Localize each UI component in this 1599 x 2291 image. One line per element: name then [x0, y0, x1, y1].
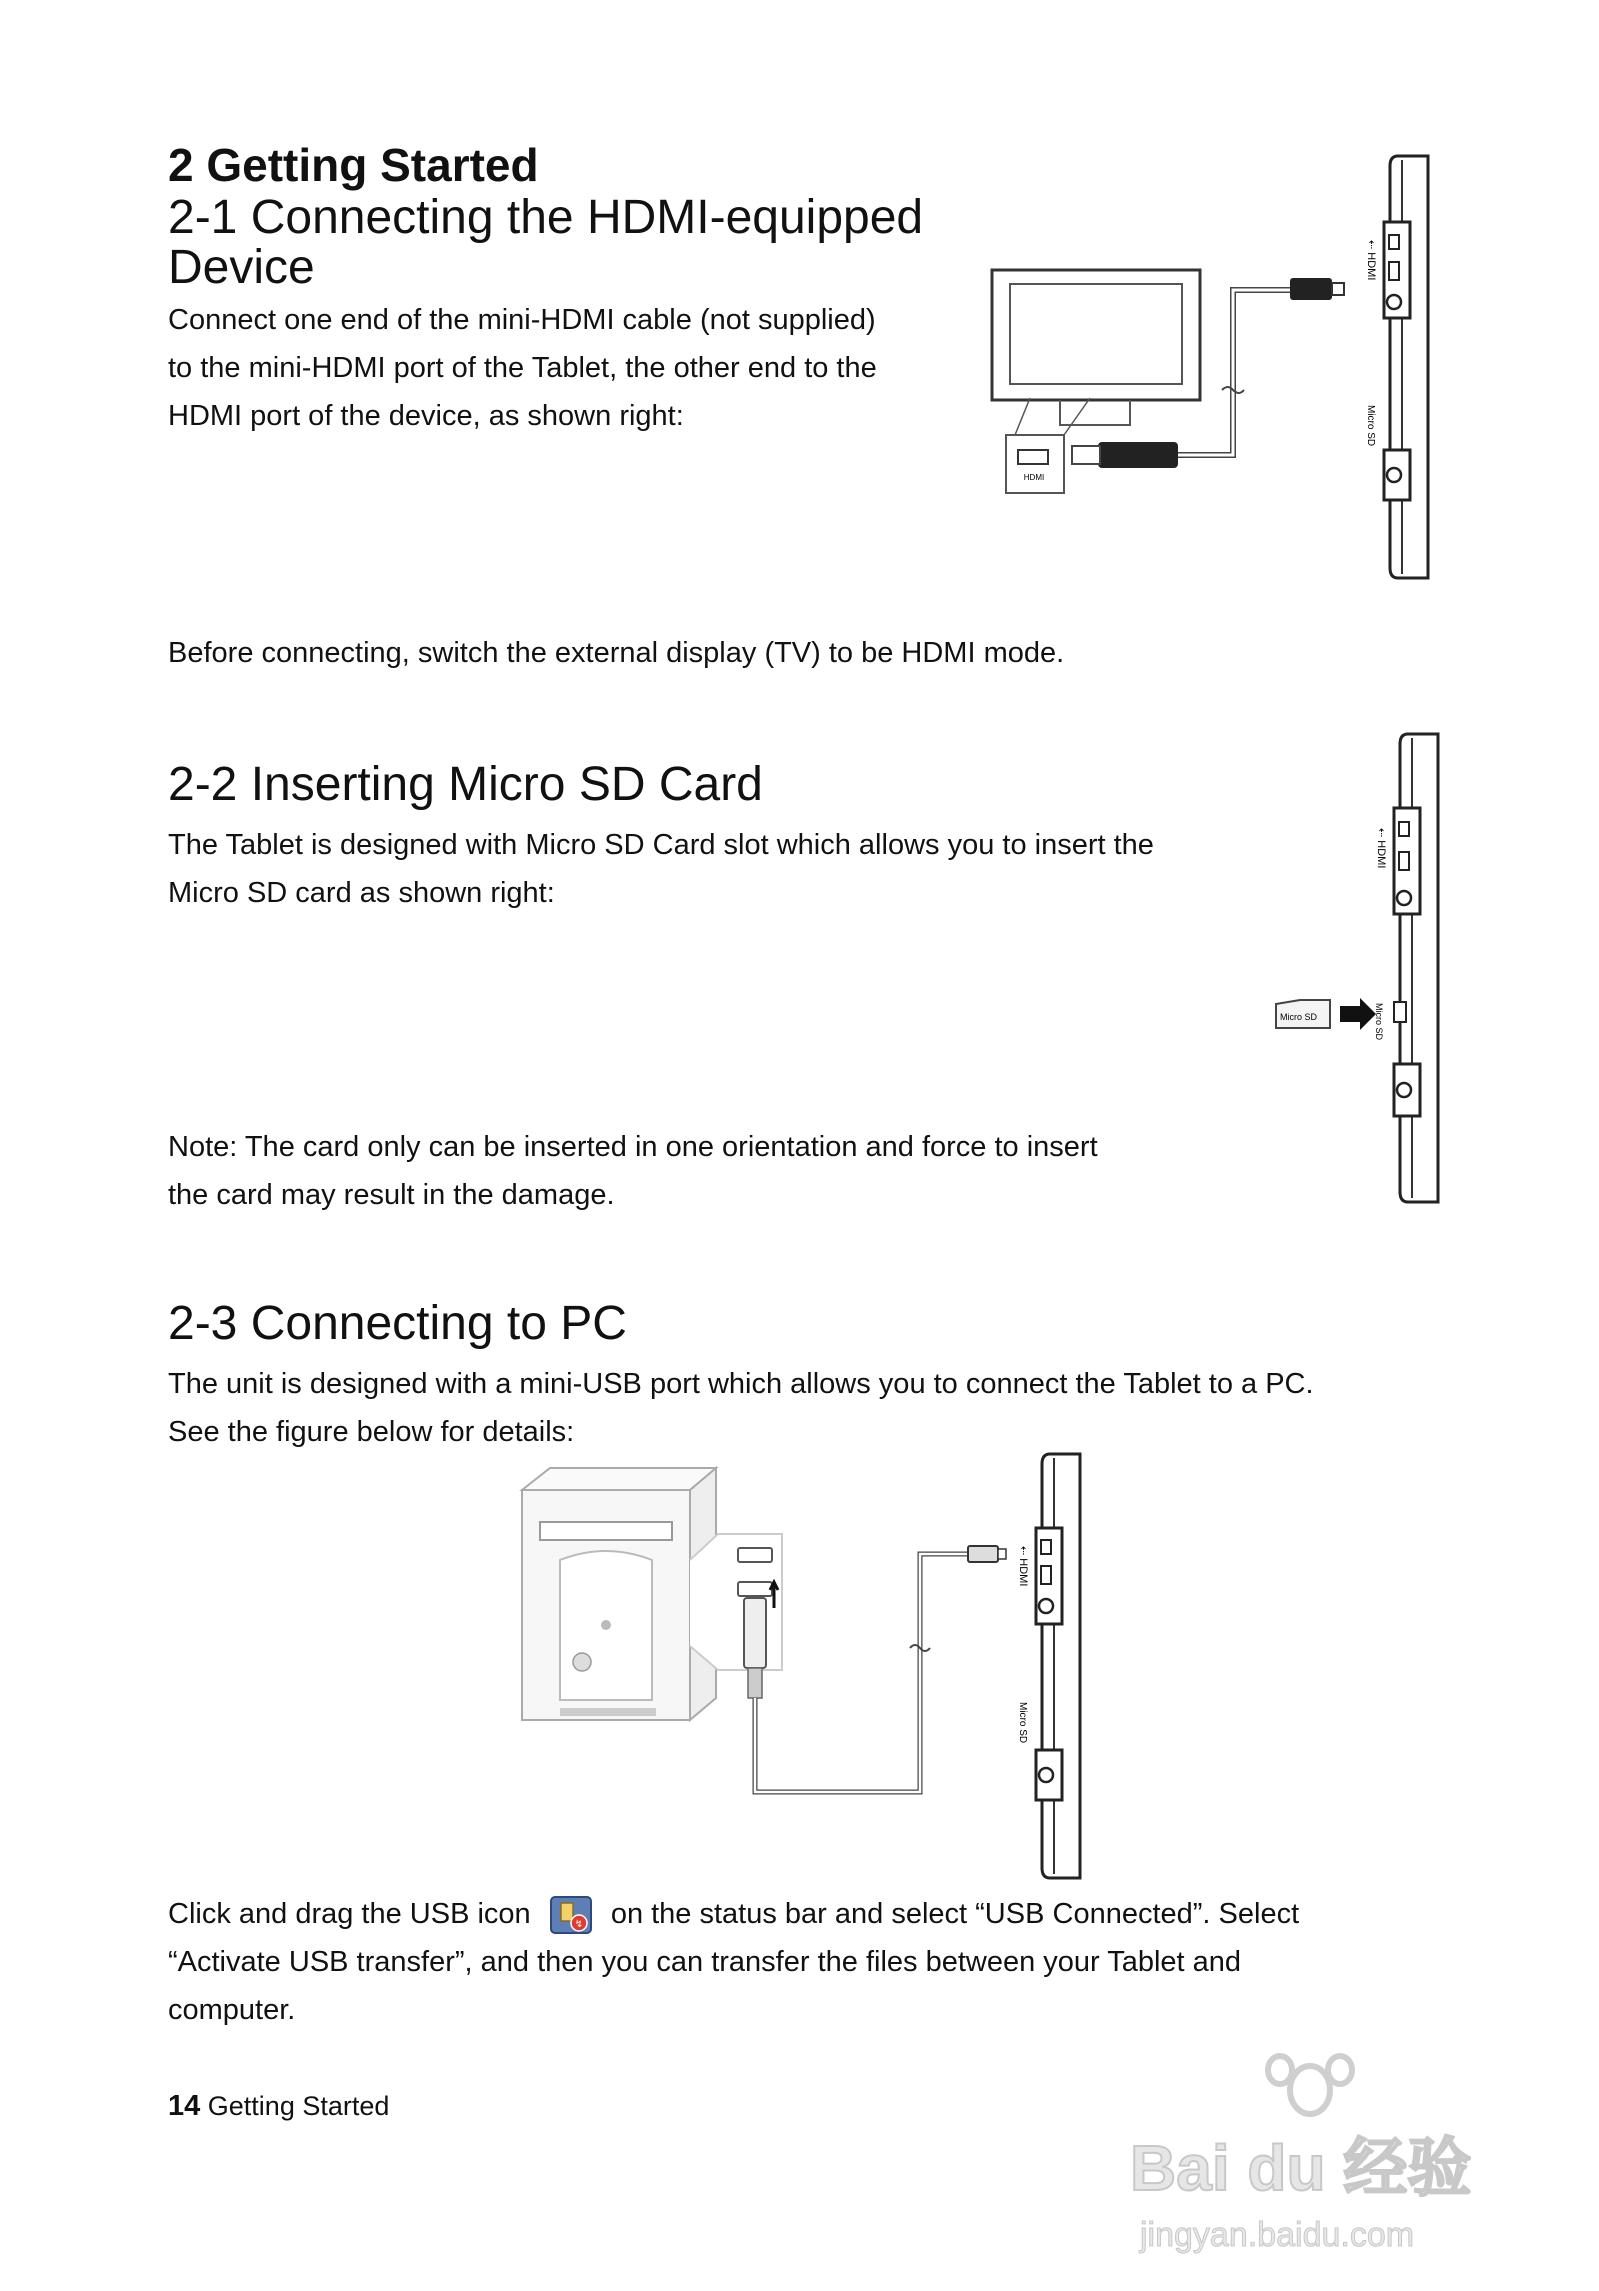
tablet-edge-icon [1042, 1454, 1080, 1878]
page-footer [168, 2090, 389, 2123]
baidu-watermark-logo [1120, 2040, 1500, 2260]
body-line: The Tablet is designed with Micro SD Card slot which allows you to insert the [168, 829, 1154, 861]
mini-hdmi-plug-icon [1290, 278, 1332, 300]
tablet-edge-icon [1390, 156, 1428, 578]
chapter-title: 2 Getting Started [168, 139, 539, 191]
section-hdmi-body [168, 296, 968, 440]
usb-plug-icon [744, 1598, 766, 1668]
svg-text:⇠ HDMI: ⇠ HDMI [1365, 240, 1377, 281]
pc-connection-figure [520, 1450, 1090, 1882]
insert-arrow-icon [1340, 998, 1376, 1030]
micro-sd-slot-label: Micro SD [1365, 405, 1376, 447]
section-hdmi-note: Before connecting, switch the external display (TV) to be HDMI mode. [168, 637, 1065, 669]
svg-text:jingyan.baidu.com: jingyan.baidu.com [1140, 2216, 1415, 2254]
usb-status-icon [549, 1895, 593, 1935]
hdmi-connection-figure [990, 150, 1440, 590]
body-line: Connect one end of the mini-HDMI cable (not supplied) [168, 304, 876, 336]
body-line: to the mini-HDMI port of the Tablet, the other end to the [168, 352, 877, 384]
svg-text:⇠ HDMI: ⇠ HDMI [1017, 1546, 1029, 1587]
section-heading-hdmi-line1: 2-1 Connecting the HDMI-equipped [168, 191, 924, 244]
footer-label: Getting Started [207, 2091, 390, 2121]
note-line: the card may result in the damage. [168, 1179, 615, 1211]
instruction-text: Click and drag the USB icon [168, 1898, 531, 1930]
micro-sd-slot-label: Micro SD [1374, 1003, 1384, 1041]
section-heading-hdmi-line2: Device [168, 241, 315, 294]
section-microsd-note [168, 1123, 1268, 1219]
usb-cable [755, 1554, 968, 1792]
svg-text:↯: ↯ [574, 1919, 583, 1931]
section-heading-microsd: 2-2 Inserting Micro SD Card [168, 758, 763, 811]
hdmi-plug-icon [1098, 442, 1178, 468]
micro-sd-slot-label: Micro SD [1017, 1702, 1028, 1744]
svg-text:Bai du 经验: Bai du 经验 [1130, 2132, 1472, 2204]
section-pc-instruction [168, 1890, 1468, 2034]
instruction-text: on the status bar and select “USB Connected”. Select [610, 1898, 1300, 1930]
instruction-line: computer. [168, 1994, 296, 2026]
microsd-insertion-figure [1270, 728, 1450, 1208]
section-heading-pc: 2-3 Connecting to PC [168, 1297, 627, 1350]
mini-usb-plug-icon [968, 1546, 998, 1562]
instruction-line: “Activate USB transfer”, and then you can transfer the files between your Tablet and [168, 1946, 1242, 1978]
section-microsd-body [168, 821, 1268, 917]
tablet-edge-icon [1400, 734, 1438, 1202]
hdmi-port-label: HDMI [1023, 473, 1045, 482]
note-line: Note: The card only can be inserted in one orientation and force to insert [168, 1131, 1098, 1163]
body-line: See the figure below for details: [168, 1416, 575, 1448]
page-number: 14 [168, 2090, 201, 2122]
section-pc-body [168, 1360, 1468, 1456]
svg-text:⇠ HDMI: ⇠ HDMI [1375, 828, 1387, 869]
body-line: The unit is designed with a mini-USB port which allows you to connect the Tablet to a PC. [168, 1368, 1314, 1400]
body-line: Micro SD card as shown right: [168, 877, 555, 909]
micro-sd-card-label: Micro SD [1280, 1012, 1318, 1022]
body-line: HDMI port of the device, as shown right: [168, 400, 684, 432]
section-heading-hdmi [168, 193, 923, 293]
